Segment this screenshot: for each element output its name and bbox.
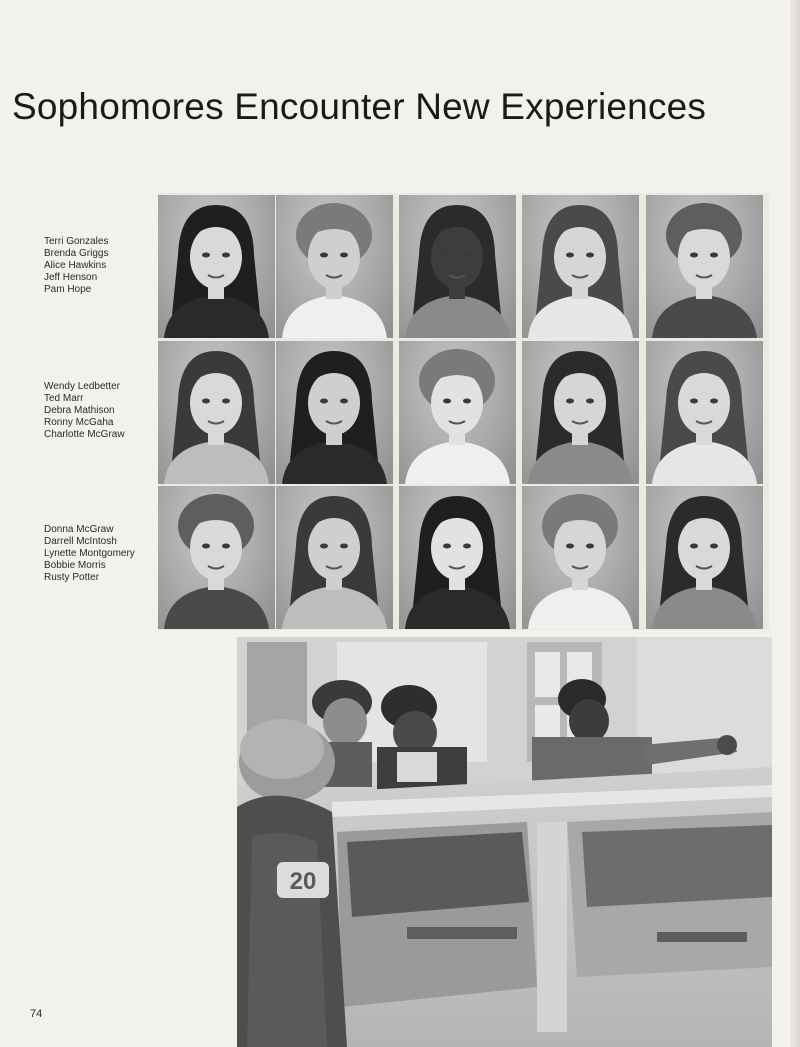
name-list-row-3 xyxy=(44,524,159,584)
student-name: Pam Hope xyxy=(44,284,92,295)
student-portrait xyxy=(158,486,275,629)
student-name: Lynette Montgomery xyxy=(44,548,135,559)
student-name: Ted Marr xyxy=(44,393,84,404)
student-name: Charlotte McGraw xyxy=(44,429,125,440)
page-number: 74 xyxy=(30,1008,43,1020)
student-portrait xyxy=(276,195,393,338)
name-list-row-1 xyxy=(44,236,159,296)
student-portrait xyxy=(522,195,639,338)
student-portrait xyxy=(646,486,763,629)
student-portrait xyxy=(158,341,275,484)
candid-photo xyxy=(237,637,772,1047)
student-portrait xyxy=(399,195,516,338)
page-title: Sophomores Encounter New Experiences xyxy=(12,86,707,127)
student-name: Alice Hawkins xyxy=(44,260,107,271)
student-name: Jeff Henson xyxy=(44,272,98,283)
student-name: Ronny McGaha xyxy=(44,417,114,428)
portrait-grid xyxy=(158,193,769,630)
page-edge xyxy=(790,0,800,1047)
student-name: Wendy Ledbetter xyxy=(44,381,120,392)
student-portrait xyxy=(399,341,516,484)
student-portrait xyxy=(276,341,393,484)
student-portrait xyxy=(646,341,763,484)
student-portrait xyxy=(646,195,763,338)
student-name: Darrell McIntosh xyxy=(44,536,117,547)
student-name: Debra Mathison xyxy=(44,405,115,416)
student-portrait xyxy=(522,486,639,629)
student-portrait xyxy=(158,195,275,338)
student-name: Brenda Griggs xyxy=(44,248,109,259)
student-portrait xyxy=(522,341,639,484)
student-name: Rusty Potter xyxy=(44,572,100,583)
student-name: Bobbie Morris xyxy=(44,560,106,571)
name-list-row-2 xyxy=(44,381,159,441)
student-name: Terri Gonzales xyxy=(44,236,109,247)
jersey-number: 20 xyxy=(289,868,317,895)
student-portrait xyxy=(276,486,393,629)
student-name: Donna McGraw xyxy=(44,524,114,535)
student-portrait xyxy=(399,486,516,629)
